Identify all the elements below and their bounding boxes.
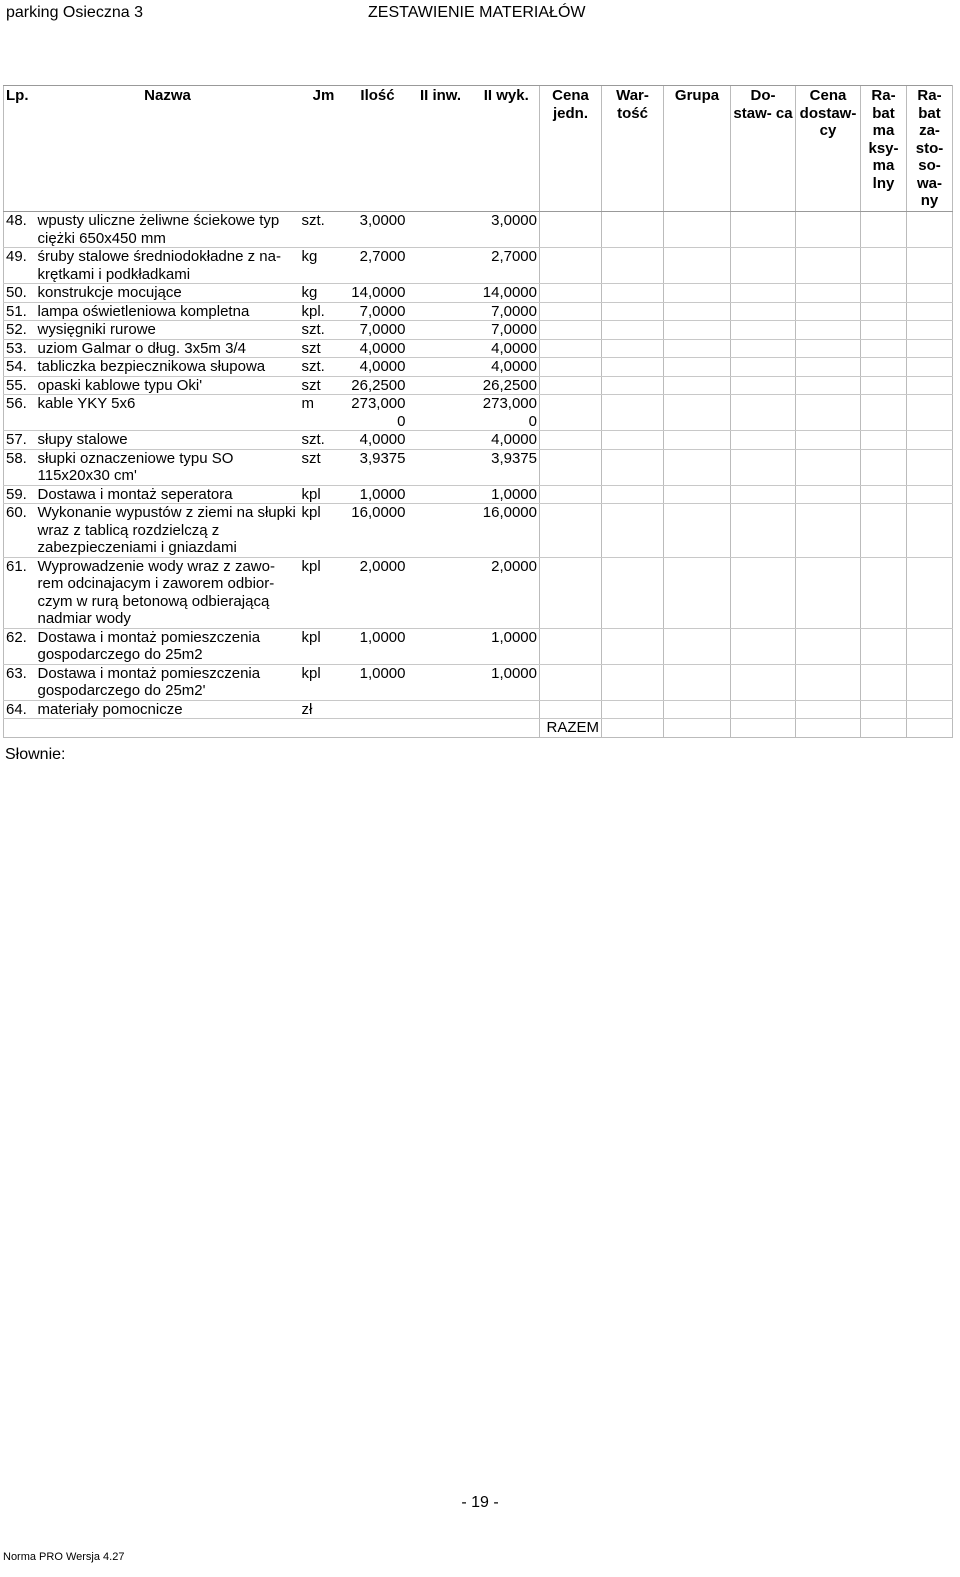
row-cena-dostawcy [796,628,861,664]
row-grupa [664,248,731,284]
row-ilosc: 14,0000 [348,284,408,303]
row-jm: kpl [300,504,348,558]
row-dostawca [731,339,796,358]
row-cena [540,395,602,431]
row-lp: 51. [4,302,36,321]
row-rabat-zast [907,431,953,450]
row-cena [540,664,602,700]
row-wartosc [602,302,664,321]
row-ii-wyk: 2,0000 [474,557,540,628]
row-rabat-max [861,339,907,358]
row-jm: szt [300,376,348,395]
row-dostawca [731,395,796,431]
row-rabat-max [861,248,907,284]
row-ii-inw [408,339,474,358]
row-dostawca [731,504,796,558]
row-rabat-max [861,321,907,340]
row-dostawca [731,212,796,248]
col-rabat-max: Ra- bat ma ksy- ma lny [861,86,907,212]
row-ii-inw [408,485,474,504]
row-cena [540,628,602,664]
row-cena-dostawcy [796,212,861,248]
razem-label: RAZEM [540,719,602,738]
row-dostawca [731,376,796,395]
table-row [4,321,953,340]
row-rabat-max [861,628,907,664]
row-jm: kpl [300,628,348,664]
row-cena [540,212,602,248]
col-dostawca: Do- staw- ca [731,86,796,212]
row-grupa [664,395,731,431]
row-cena-dostawcy [796,358,861,377]
row-dostawca [731,302,796,321]
row-jm: kpl [300,664,348,700]
row-lp: 49. [4,248,36,284]
row-ii-inw [408,449,474,485]
row-lp: 55. [4,376,36,395]
row-ii-inw [408,212,474,248]
row-cena-dostawcy [796,700,861,719]
row-wartosc [602,284,664,303]
row-lp: 64. [4,700,36,719]
row-jm: szt [300,449,348,485]
row-lp: 53. [4,339,36,358]
slownie-label: Słownie: [5,746,66,763]
table-row [4,248,953,284]
row-rabat-max [861,358,907,377]
row-rabat-max [861,557,907,628]
row-ilosc: 2,7000 [348,248,408,284]
row-jm: kpl [300,557,348,628]
row-rabat-zast [907,376,953,395]
row-cena-dostawcy [796,557,861,628]
row-ii-inw [408,431,474,450]
row-rabat-max [861,700,907,719]
row-ii-inw [408,628,474,664]
table-row [4,449,953,485]
row-cena [540,339,602,358]
row-cena-dostawcy [796,431,861,450]
col-wartosc: War- tość [602,86,664,212]
row-lp: 57. [4,431,36,450]
row-ilosc: 1,0000 [348,485,408,504]
row-ii-wyk: 4,0000 [474,358,540,377]
row-grupa [664,700,731,719]
row-wartosc [602,557,664,628]
row-ilosc: 26,2500 [348,376,408,395]
row-wartosc [602,248,664,284]
table-row [4,485,953,504]
row-nazwa: kable YKY 5x6 [36,395,300,431]
row-grupa [664,212,731,248]
row-dostawca [731,664,796,700]
row-ii-wyk: 2,7000 [474,248,540,284]
row-jm: szt. [300,212,348,248]
table-row [4,504,953,558]
row-rabat-zast [907,339,953,358]
row-jm: szt [300,339,348,358]
row-cena-dostawcy [796,248,861,284]
row-lp: 56. [4,395,36,431]
col-ii-inw: II inw. [408,86,474,212]
row-lp: 59. [4,485,36,504]
row-dostawca [731,431,796,450]
row-grupa [664,504,731,558]
row-rabat-max [861,376,907,395]
row-rabat-max [861,504,907,558]
row-grupa [664,302,731,321]
row-lp: 63. [4,664,36,700]
row-cena-dostawcy [796,376,861,395]
row-ii-wyk: 3,9375 [474,449,540,485]
row-cena-dostawcy [796,485,861,504]
row-grupa [664,628,731,664]
row-nazwa: Wyprowadzenie wody wraz z zawo- rem odcinajacym i zaworem odbior- czym w rurą betonową odbierającą nadmiar wody [36,557,300,628]
row-dostawca [731,358,796,377]
row-grupa [664,321,731,340]
summary-row [4,719,953,738]
row-nazwa: uziom Galmar o dług. 3x5m 3/4 [36,339,300,358]
row-nazwa: opaski kablowe typu Oki' [36,376,300,395]
col-jm: Jm [300,86,348,212]
row-cena [540,700,602,719]
row-nazwa: wysięgniki rurowe [36,321,300,340]
row-jm: zł [300,700,348,719]
row-rabat-max [861,395,907,431]
row-dostawca [731,628,796,664]
row-cena-dostawcy [796,449,861,485]
table-row [4,284,953,303]
row-ilosc: 4,0000 [348,339,408,358]
row-wartosc [602,485,664,504]
row-rabat-zast [907,284,953,303]
row-grupa [664,664,731,700]
row-wartosc [602,664,664,700]
row-wartosc [602,358,664,377]
row-jm: szt. [300,321,348,340]
row-lp: 48. [4,212,36,248]
table-row [4,395,953,431]
col-lp: Lp. [4,86,36,212]
row-rabat-max [861,449,907,485]
row-dostawca [731,248,796,284]
row-cena-dostawcy [796,339,861,358]
row-wartosc [602,395,664,431]
row-lp: 60. [4,504,36,558]
col-ii-wyk: II wyk. [474,86,540,212]
row-ii-inw [408,321,474,340]
row-ii-inw [408,302,474,321]
row-ii-wyk: 7,0000 [474,302,540,321]
row-rabat-zast [907,395,953,431]
col-ilosc: Ilość [348,86,408,212]
row-ilosc: 7,0000 [348,321,408,340]
row-lp: 61. [4,557,36,628]
row-grupa [664,376,731,395]
row-rabat-zast [907,504,953,558]
row-rabat-zast [907,700,953,719]
table-row [4,664,953,700]
row-cena [540,321,602,340]
row-ilosc: 1,0000 [348,664,408,700]
row-nazwa: materiały pomocnicze [36,700,300,719]
document-title: ZESTAWIENIE MATERIAŁÓW [368,4,586,21]
row-wartosc [602,431,664,450]
table-header [4,86,953,212]
row-ii-wyk [474,700,540,719]
row-ilosc: 2,0000 [348,557,408,628]
row-ii-wyk: 4,0000 [474,431,540,450]
col-grupa: Grupa [664,86,731,212]
row-grupa [664,449,731,485]
row-lp: 54. [4,358,36,377]
row-ii-inw [408,376,474,395]
row-nazwa: tabliczka bezpiecznikowa słupowa [36,358,300,377]
row-rabat-zast [907,302,953,321]
row-ii-inw [408,395,474,431]
row-nazwa: Dostawa i montaż seperatora [36,485,300,504]
row-cena-dostawcy [796,321,861,340]
row-cena [540,449,602,485]
row-cena-dostawcy [796,504,861,558]
row-nazwa: wpusty uliczne żeliwne ściekowe typ ciężki 650x450 mm [36,212,300,248]
row-ilosc: 7,0000 [348,302,408,321]
row-rabat-zast [907,212,953,248]
row-grupa [664,358,731,377]
table-row [4,376,953,395]
row-ii-wyk: 1,0000 [474,664,540,700]
row-jm: szt. [300,431,348,450]
row-rabat-zast [907,628,953,664]
row-lp: 62. [4,628,36,664]
row-cena [540,504,602,558]
row-lp: 58. [4,449,36,485]
row-rabat-zast [907,248,953,284]
row-jm: kpl. [300,302,348,321]
row-ilosc: 16,0000 [348,504,408,558]
row-nazwa: śruby stalowe średniodokładne z na- krętkami i podkładkami [36,248,300,284]
table-row [4,212,953,248]
row-grupa [664,339,731,358]
row-wartosc [602,212,664,248]
table-row [4,339,953,358]
row-nazwa: słupy stalowe [36,431,300,450]
row-wartosc [602,700,664,719]
row-ii-inw [408,664,474,700]
row-dostawca [731,284,796,303]
row-cena [540,284,602,303]
row-wartosc [602,339,664,358]
table-row [4,700,953,719]
row-ii-wyk: 16,0000 [474,504,540,558]
row-dostawca [731,321,796,340]
row-ii-inw [408,284,474,303]
row-wartosc [602,376,664,395]
row-ii-wyk: 273,000 0 [474,395,540,431]
row-nazwa: Wykonanie wypustów z ziemi na słupki wraz z tablicą rozdzielczą z zabezpieczeniami i gniazdami [36,504,300,558]
row-jm: kg [300,284,348,303]
row-cena [540,302,602,321]
row-rabat-max [861,212,907,248]
row-cena [540,485,602,504]
row-wartosc [602,504,664,558]
row-wartosc [602,449,664,485]
row-ilosc: 4,0000 [348,358,408,377]
row-rabat-zast [907,557,953,628]
materials-table [3,85,953,738]
row-ii-wyk: 14,0000 [474,284,540,303]
row-grupa [664,557,731,628]
row-cena-dostawcy [796,395,861,431]
table-row [4,557,953,628]
row-rabat-zast [907,358,953,377]
row-ilosc: 1,0000 [348,628,408,664]
row-wartosc [602,321,664,340]
col-cena-dostawcy: Cena dostaw- cy [796,86,861,212]
row-grupa [664,485,731,504]
row-ii-wyk: 26,2500 [474,376,540,395]
row-cena [540,358,602,377]
project-name: parking Osieczna 3 [6,4,143,21]
col-nazwa: Nazwa [36,86,300,212]
row-ii-inw [408,358,474,377]
row-grupa [664,284,731,303]
row-rabat-zast [907,664,953,700]
row-rabat-zast [907,485,953,504]
row-ii-inw [408,700,474,719]
row-cena [540,557,602,628]
row-dostawca [731,485,796,504]
row-nazwa: lampa oświetleniowa kompletna [36,302,300,321]
row-ilosc: 273,000 0 [348,395,408,431]
row-dostawca [731,557,796,628]
row-rabat-max [861,284,907,303]
table-row [4,302,953,321]
row-jm: kg [300,248,348,284]
row-ii-wyk: 1,0000 [474,628,540,664]
row-rabat-max [861,302,907,321]
row-jm: m [300,395,348,431]
col-cena: Cena jedn. [540,86,602,212]
row-dostawca [731,449,796,485]
row-nazwa: Dostawa i montaż pomieszczenia gospodarczego do 25m2' [36,664,300,700]
row-cena [540,248,602,284]
row-nazwa: konstrukcje mocujące [36,284,300,303]
row-rabat-max [861,485,907,504]
row-ii-inw [408,248,474,284]
col-rabat-zast: Ra- bat za- sto- so- wa- ny [907,86,953,212]
row-ilosc [348,700,408,719]
row-cena [540,431,602,450]
row-ilosc: 3,9375 [348,449,408,485]
row-cena-dostawcy [796,302,861,321]
row-rabat-zast [907,449,953,485]
row-rabat-zast [907,321,953,340]
row-dostawca [731,700,796,719]
row-cena-dostawcy [796,664,861,700]
row-ii-inw [408,504,474,558]
row-ii-wyk: 3,0000 [474,212,540,248]
row-ilosc: 4,0000 [348,431,408,450]
row-wartosc [602,628,664,664]
row-lp: 52. [4,321,36,340]
row-ii-inw [408,557,474,628]
table-row [4,628,953,664]
table-row [4,358,953,377]
row-ii-wyk: 1,0000 [474,485,540,504]
row-nazwa: słupki oznaczeniowe typu SO 115x20x30 cm' [36,449,300,485]
row-lp: 50. [4,284,36,303]
page-number: - 19 - [461,1494,499,1511]
table-row [4,431,953,450]
row-ii-wyk: 4,0000 [474,339,540,358]
row-cena-dostawcy [796,284,861,303]
row-nazwa: Dostawa i montaż pomieszczenia gospodarczego do 25m2 [36,628,300,664]
row-cena [540,376,602,395]
row-ilosc: 3,0000 [348,212,408,248]
row-jm: kpl [300,485,348,504]
row-jm: szt. [300,358,348,377]
row-grupa [664,431,731,450]
row-rabat-max [861,664,907,700]
row-rabat-max [861,431,907,450]
software-footer: Norma PRO Wersja 4.27 [3,1551,125,1563]
row-ii-wyk: 7,0000 [474,321,540,340]
